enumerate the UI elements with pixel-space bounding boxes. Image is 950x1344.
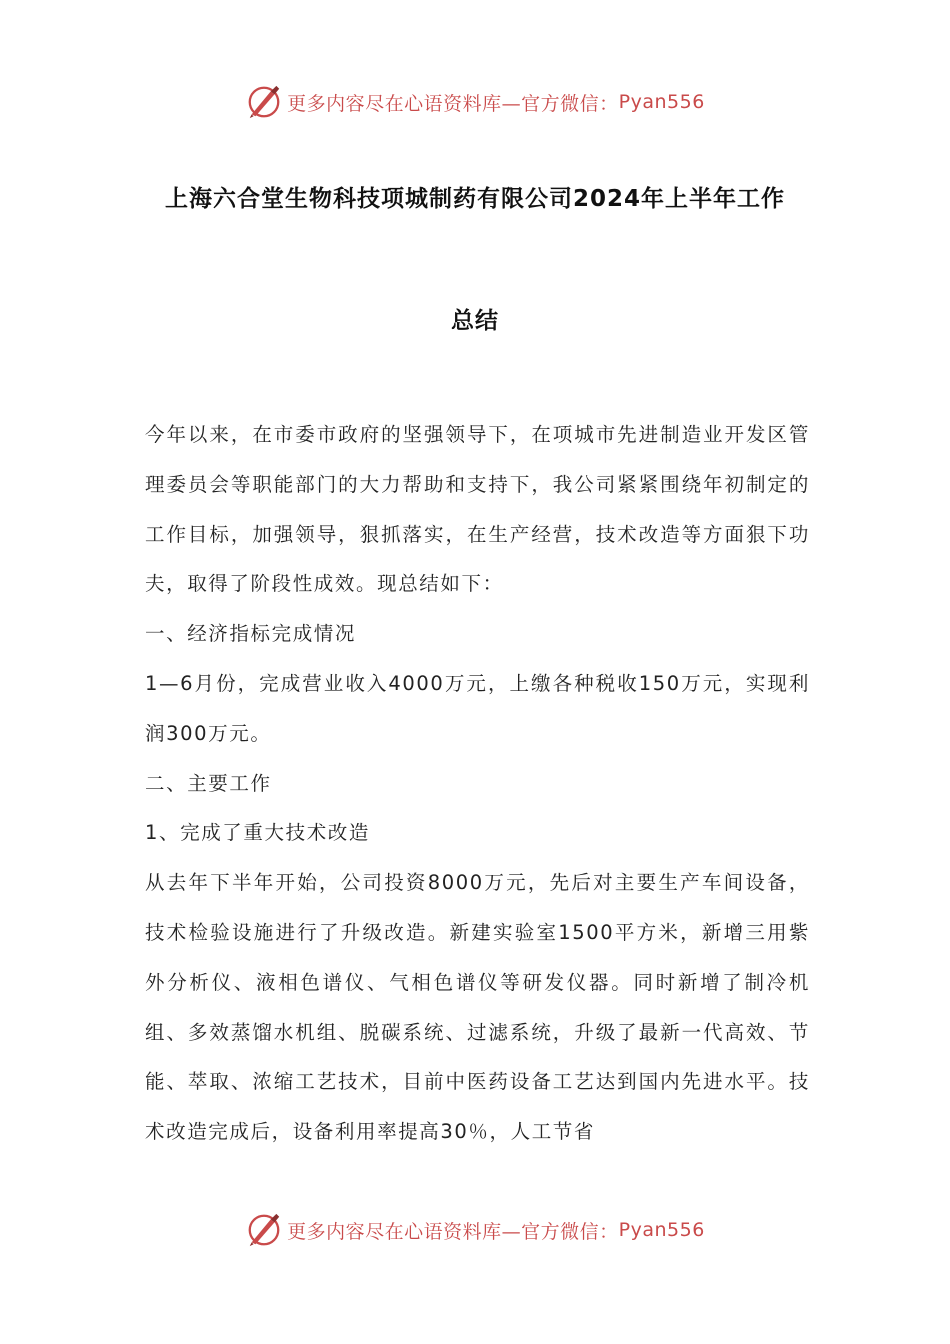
pen-logo-icon — [245, 1211, 283, 1249]
watermark-slogan: 更多内容尽在心语资料库—官方微信： — [287, 1220, 619, 1243]
intro-paragraph: 今年以来，在市委市政府的坚强领导下，在项城市先进制造业开发区管理委员会等职能部门的大力帮助和支持下，我公司紧紧围绕年初制定的工作目标，加强领导，狠抓落实，在生产经营，技术改造等方面狠下功夫，取得了阶段性成效。现总结如下： — [145, 423, 810, 596]
economic-indicators-paragraph: 1—6月份，完成营业收入4000万元，上缴各种税收150万元，实现利润300万元。 — [145, 671, 810, 745]
footer-watermark-banner — [0, 1208, 950, 1252]
watermark-wechat-id: Pyan556 — [618, 1219, 705, 1241]
document-body — [145, 410, 810, 1157]
document-title-line-2: 总结 — [451, 308, 499, 334]
tech-upgrade-paragraph: 从去年下半年开始，公司投资8000万元，先后对主要生产车间设备，技术检验设施进行了升级改造。新建实验室1500平方米，新增三用紫外分析仪、液相色谱仪、气相色谱仪等研发仪器。同时新增了制冷机组、多效蒸馏水机组、脱碳系统、过滤系统，升级了最新一代高效、节能、萃取、浓缩工艺技术，目前中医药设备工艺达到国内先进水平。技术改造完成后，设备利用率提高30％，人工节省 — [145, 871, 810, 1144]
pen-logo-icon — [245, 83, 283, 121]
watermark-slogan: 更多内容尽在心语资料库—官方微信： — [287, 92, 619, 115]
watermark-wechat-id: Pyan556 — [618, 91, 705, 113]
subsection-heading-tech-upgrade: 1、完成了重大技术改造 — [145, 821, 371, 845]
section-heading-economic-indicators: 一、经济指标完成情况 — [145, 622, 357, 646]
section-heading-main-work: 二、主要工作 — [145, 771, 272, 795]
header-watermark-banner — [0, 80, 950, 124]
document-title-line-1: 上海六合堂生物科技项城制药有限公司2024年上半年工作 — [164, 186, 785, 212]
